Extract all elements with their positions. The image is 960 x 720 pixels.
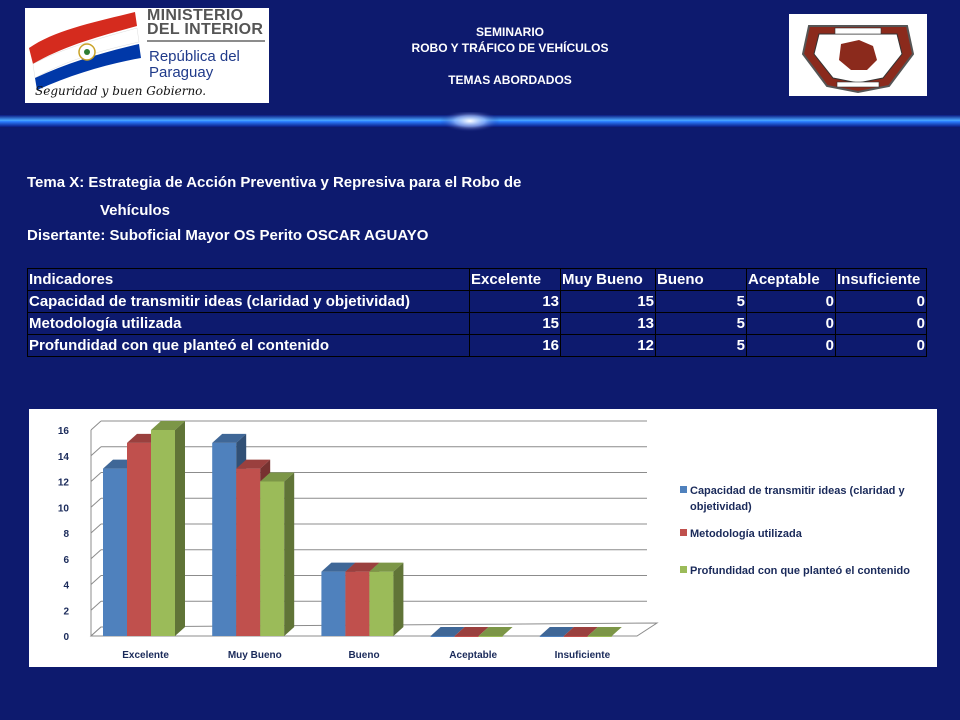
bar [479,636,503,637]
y-tick-label: 14 [57,451,69,463]
bar-side [175,421,185,636]
table-header-cell: Bueno [656,269,747,291]
police-badge-icon [789,14,927,96]
x-tick-label: Aceptable [449,650,498,661]
bar-side [393,563,403,636]
logo-text-del-interior: DEL INTERIOR [147,21,264,38]
logo-motto: Seguridad y buen Gobierno. [35,84,207,98]
table-header-cell: Aceptable [747,269,836,291]
legend-label: Metodología utilizada [690,528,802,540]
table-row [28,313,927,335]
table-header-cell: Insuficiente [836,269,927,291]
seminar-label: SEMINARIO [475,25,544,39]
speaker-line: Disertante: Suboficial Mayor OS Perito OSCAR AGUAYO [27,227,429,244]
bar [540,636,564,637]
indicators-table [27,268,927,357]
legend-item [680,563,930,579]
header-title-block [380,24,640,88]
seminar-subtitle: ROBO Y TRÁFICO DE VEHÍCULOS [411,41,609,55]
bar [212,443,236,636]
y-tick-label: 16 [57,426,69,437]
table-cell: 13 [470,291,561,313]
bar [236,469,260,636]
y-tick-label: 10 [57,503,69,515]
bar [321,572,345,636]
chart-legend [680,483,930,579]
table-header-row [28,269,927,291]
legend-item [680,526,930,542]
table-row [28,291,927,313]
bar [103,469,127,636]
legend-label: Profundidad con que planteó el contenido [690,565,910,577]
topic-title-continuation: Vehículos [100,202,171,219]
table-cell-indicator: Capacidad de transmitir ideas (claridad y objetividad) [28,291,470,313]
bar [455,636,479,637]
table-cell: 5 [656,291,747,313]
x-tick-label: Bueno [348,650,380,661]
y-tick-label: 4 [63,580,69,592]
y-tick-label: 2 [63,606,69,618]
x-tick-label: Excelente [122,650,169,661]
table-cell: 0 [836,335,927,357]
bar [127,443,151,636]
bar [369,572,393,636]
table-cell-indicator: Metodología utilizada [28,313,470,335]
y-tick-label: 12 [57,477,69,489]
legend-swatch [680,529,687,536]
gridline-side [91,524,101,533]
y-tick-label: 8 [63,529,69,540]
gridline-side [91,498,101,507]
table-cell: 0 [747,335,836,357]
table-header-cell: Excelente [470,269,561,291]
bar [345,572,369,636]
logo-text-ministerio: MINISTERIO [147,7,244,24]
section-label: TEMAS ABORDADOS [448,73,572,87]
bar-side [284,473,294,637]
bar [260,482,284,637]
legend-item [680,483,930,515]
table-cell: 15 [561,291,656,313]
table-cell: 16 [470,335,561,357]
bar [431,636,455,637]
y-tick-label: 0 [63,632,69,643]
legend-swatch [680,486,687,493]
table-row [28,335,927,357]
table-cell: 0 [747,291,836,313]
table-cell: 13 [561,313,656,335]
gridline-side [91,576,101,585]
gridline-side [91,447,101,456]
gridline-side [91,550,101,559]
bar [564,636,588,637]
legend-swatch [680,566,687,573]
table-cell: 5 [656,335,747,357]
table-cell-indicator: Profundidad con que planteó el contenido [28,335,470,357]
logo-text-paraguay: Paraguay [149,64,214,81]
ministerio-interior-logo [25,8,269,103]
table-header-cell: Muy Bueno [561,269,656,291]
logo-text-republica: República del [149,48,240,65]
table-cell: 12 [561,335,656,357]
y-tick-label: 6 [63,554,69,566]
gridline-side [91,601,101,610]
legend-label: Capacidad de transmitir ideas (claridad y objetividad) [690,485,905,513]
table-cell: 15 [470,313,561,335]
header-divider [0,112,960,132]
table-header-cell: Indicadores [28,269,470,291]
gridline-side [91,421,101,430]
x-tick-label: Insuficiente [554,650,611,661]
police-badge-logo [789,14,927,96]
bar [588,636,612,637]
x-tick-label: Muy Bueno [227,650,282,661]
results-chart [29,409,937,667]
table-cell: 0 [836,291,927,313]
table-cell: 5 [656,313,747,335]
topic-title: Tema X: Estrategia de Acción Preventiva y Represiva para el Robo de [27,174,522,191]
table-cell: 0 [747,313,836,335]
bar [151,430,175,636]
table-cell: 0 [836,313,927,335]
gridline-side [91,473,101,482]
